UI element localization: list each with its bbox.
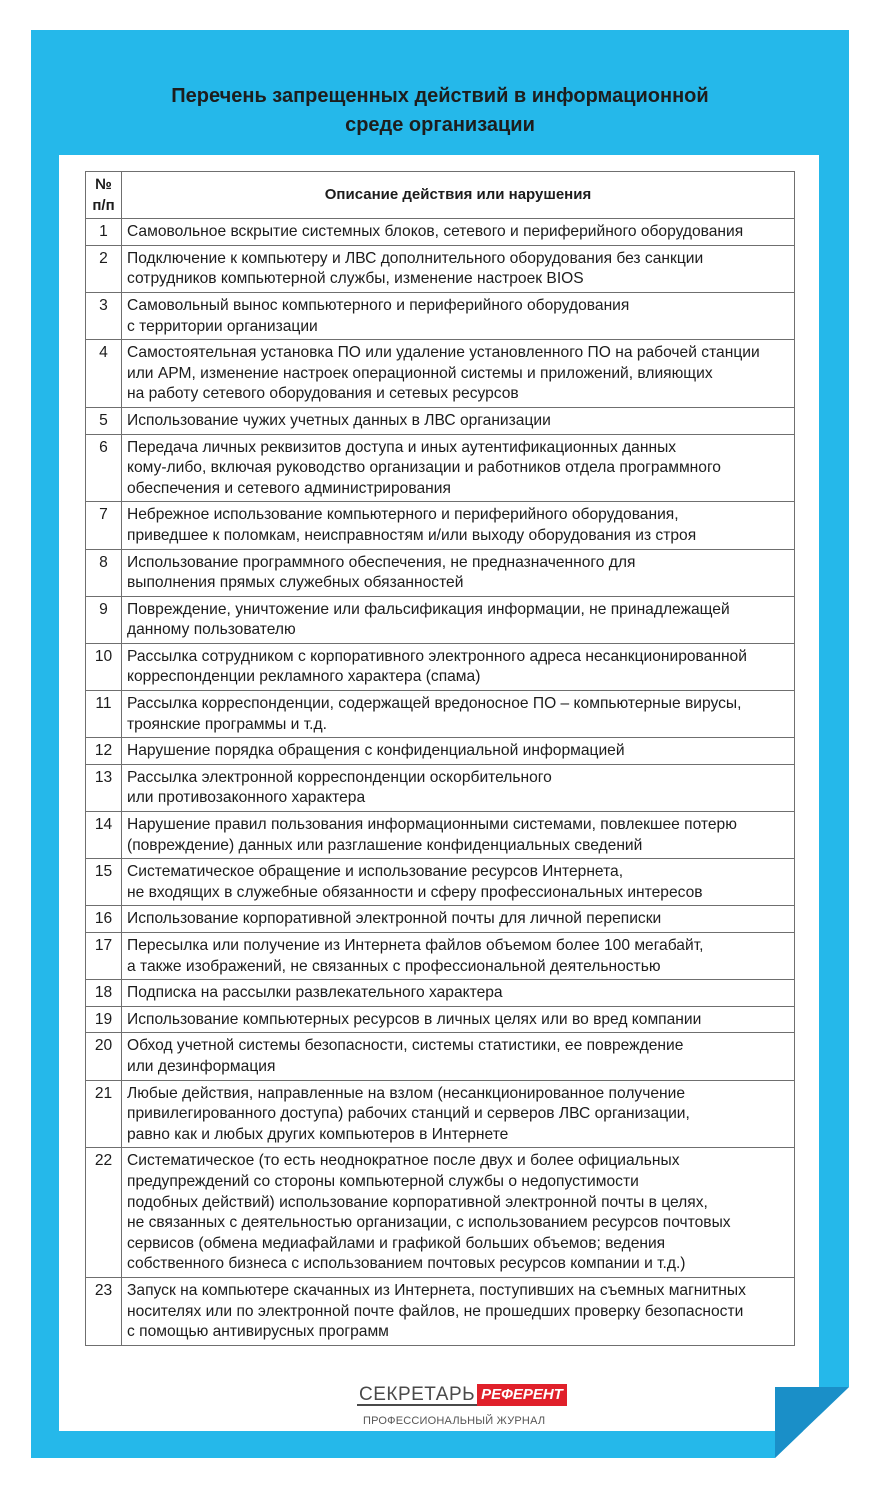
row-number: 22 xyxy=(86,1148,122,1278)
row-description: Небрежное использование компьютерного и периферийного оборудования, приведшее к поломкам, неисправностям и/или выходу оборудования из строя xyxy=(122,502,795,549)
row-number: 11 xyxy=(86,691,122,738)
table-row xyxy=(86,1080,795,1148)
table-row xyxy=(86,549,795,596)
row-number: 14 xyxy=(86,812,122,859)
row-number: 4 xyxy=(86,340,122,408)
row-description: Рассылка сотрудником с корпоративного электронного адреса несанкционированной корреспонденции рекламного характера (спама) xyxy=(122,643,795,690)
row-number: 12 xyxy=(86,738,122,765)
table-header-row xyxy=(86,172,795,219)
table-row xyxy=(86,764,795,811)
row-description: Нарушение порядка обращения с конфиденциальной информацией xyxy=(122,738,795,765)
row-description: Передача личных реквизитов доступа и иных аутентификационных данных кому-либо, включая руководство организации и работников отдела программного обеспечения и сетевого администрирования xyxy=(122,434,795,502)
row-number: 13 xyxy=(86,764,122,811)
document-sheet xyxy=(59,155,819,1431)
row-number: 7 xyxy=(86,502,122,549)
table-row xyxy=(86,643,795,690)
table-row xyxy=(86,859,795,906)
page-title: Перечень запрещенных действий в информационной среде организации xyxy=(171,85,709,136)
row-number: 2 xyxy=(86,245,122,292)
row-description: Рассылка электронной корреспонденции оскорбительного или противозаконного характера xyxy=(122,764,795,811)
row-description: Самовольное вскрытие системных блоков, сетевого и периферийного оборудования xyxy=(122,219,795,246)
table-row xyxy=(86,502,795,549)
row-number: 16 xyxy=(86,906,122,933)
violations-table xyxy=(85,171,795,1346)
row-number: 6 xyxy=(86,434,122,502)
table-row xyxy=(86,691,795,738)
table-row xyxy=(86,980,795,1007)
row-description: Обход учетной системы безопасности, системы статистики, ее повреждение или дезинформация xyxy=(122,1033,795,1080)
logo-subtitle: ПРОФЕССИОНАЛЬНЫЙ ЖУРНАЛ xyxy=(363,1415,546,1427)
table-row xyxy=(86,933,795,980)
row-description: Использование компьютерных ресурсов в личных целях или во вред компании xyxy=(122,1006,795,1033)
table-row xyxy=(86,1006,795,1033)
page-fold-corner xyxy=(775,1387,849,1458)
row-number: 23 xyxy=(86,1277,122,1345)
row-description: Нарушение правил пользования информационными системами, повлекшее потерю (повреждение) данных или разглашение конфиденциальных сведений xyxy=(122,812,795,859)
row-description: Самовольный вынос компьютерного и периферийного оборудования с территории организации xyxy=(122,292,795,339)
row-number: 9 xyxy=(86,596,122,643)
table-row xyxy=(86,407,795,434)
journal-logo xyxy=(357,1384,563,1444)
row-number: 15 xyxy=(86,859,122,906)
row-description: Систематическое (то есть неоднократное после двух и более официальных предупреждений со стороны компьютерной службы о недопустимости подобных действий) использование корпоративной электронной почты в целях, не связанных с деятельностью организации, с использованием ресурсов почтовых сервисов (обмена медиафайлами и графикой больших объемов; ведения собственного бизнеса с использованием почтовых ресурсов компании и т.д.) xyxy=(122,1148,795,1278)
row-number: 19 xyxy=(86,1006,122,1033)
row-number: 5 xyxy=(86,407,122,434)
table-row xyxy=(86,906,795,933)
row-description: Пересылка или получение из Интернета файлов объемом более 100 мегабайт, а также изображений, не связанных с профессиональной деятельностью xyxy=(122,933,795,980)
table-row xyxy=(86,812,795,859)
table-row xyxy=(86,1277,795,1345)
row-number: 20 xyxy=(86,1033,122,1080)
table-row xyxy=(86,340,795,408)
table-row xyxy=(86,738,795,765)
table-row xyxy=(86,1148,795,1278)
logo-word-referent: РЕФЕРЕНТ xyxy=(477,1384,567,1406)
row-number: 17 xyxy=(86,933,122,980)
row-number: 8 xyxy=(86,549,122,596)
row-description: Рассылка корреспонденции, содержащей вредоносное ПО – компьютерные вирусы, троянские программы и т.д. xyxy=(122,691,795,738)
row-number: 1 xyxy=(86,219,122,246)
row-description: Систематическое обращение и использование ресурсов Интернета, не входящих в служебные обязанности и сферу профессиональных интересов xyxy=(122,859,795,906)
row-description: Повреждение, уничтожение или фальсификация информации, не принадлежащей данному пользователю xyxy=(122,596,795,643)
document-frame xyxy=(31,30,849,1458)
row-number: 18 xyxy=(86,980,122,1007)
row-number: 21 xyxy=(86,1080,122,1148)
header-description: Описание действия или нарушения xyxy=(122,172,795,219)
row-description: Подписка на рассылки развлекательного характера xyxy=(122,980,795,1007)
row-description: Подключение к компьютеру и ЛВС дополнительного оборудования без санкции сотрудников компьютерной службы, изменение настроек BIOS xyxy=(122,245,795,292)
row-description: Любые действия, направленные на взлом (несанкционированное получение привилегированного доступа) рабочих станций и серверов ЛВС организации, равно как и любых других компьютеров в Интернете xyxy=(122,1080,795,1148)
row-description: Использование корпоративной электронной почты для личной переписки xyxy=(122,906,795,933)
row-description: Самостоятельная установка ПО или удаление установленного ПО на рабочей станции или АРМ, изменение настроек операционной системы и приложений, влияющих на работу сетевого оборудования и сетевых ресурсов xyxy=(122,340,795,408)
row-description: Запуск на компьютере скачанных из Интернета, поступивших на съемных магнитных носителях или по электронной почте файлов, не прошедших проверку безопасности с помощью антивирусных программ xyxy=(122,1277,795,1345)
row-number: 10 xyxy=(86,643,122,690)
table-row xyxy=(86,1033,795,1080)
logo-word-sekretar: СЕКРЕТАРЬ xyxy=(359,1384,476,1405)
table-row xyxy=(86,596,795,643)
table-row xyxy=(86,245,795,292)
table-row xyxy=(86,434,795,502)
table-row xyxy=(86,219,795,246)
table-body xyxy=(86,219,795,1346)
row-number: 3 xyxy=(86,292,122,339)
table-container xyxy=(85,171,795,1346)
row-description: Использование чужих учетных данных в ЛВС организации xyxy=(122,407,795,434)
header-number: № п/п xyxy=(86,172,122,219)
row-description: Использование программного обеспечения, не предназначенного для выполнения прямых служебных обязанностей xyxy=(122,549,795,596)
table-row xyxy=(86,292,795,339)
